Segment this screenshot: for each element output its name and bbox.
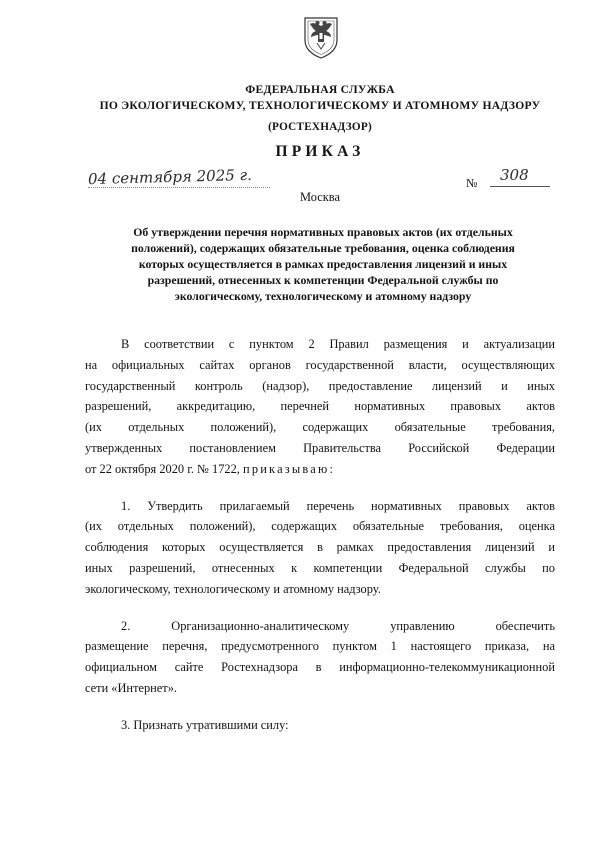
text-line: (их отдельных положений), содержащих обязательные требования, bbox=[85, 420, 555, 435]
text-line: 1. Утвердить прилагаемый перечень нормативных правовых актов bbox=[121, 498, 555, 513]
subject-line: Об утверждении перечня нормативных правовых актов (их отдельных bbox=[133, 225, 513, 239]
text-line: экологическому, технологическому и атомному надзору. bbox=[85, 581, 381, 596]
handwritten-date: 04 сентября 2025 г. bbox=[87, 165, 253, 189]
text-line: 3. Признать утратившими силу: bbox=[121, 717, 289, 732]
handwritten-number: 308 bbox=[500, 166, 529, 184]
preamble-paragraph bbox=[85, 334, 555, 480]
text-line: разрешений, аккредитацию, перечней нормативных правовых актов bbox=[85, 399, 555, 414]
preamble-last-line-prefix: от 22 октября 2020 г. № 1722, bbox=[85, 461, 240, 476]
item-2-paragraph bbox=[85, 616, 555, 699]
agency-name-line2: ПО ЭКОЛОГИЧЕСКОМУ, ТЕХНОЛОГИЧЕСКОМУ И АТОМНОМУ НАДЗОРУ bbox=[99, 99, 541, 112]
subject-line: которых осуществляется в рамках предоставления лицензий и иных bbox=[138, 257, 508, 271]
text-line: иных разрешений, отнесенных к компетенции Федеральной службы по bbox=[85, 560, 555, 575]
text-line: утвержденных постановлением Правительства Российской Федерации bbox=[85, 440, 555, 455]
text-line: В соответствии с пунктом 2 Правил размещения и актуализации bbox=[121, 337, 555, 351]
text-line: государственный контроль (надзор), предоставление лицензий и иных bbox=[85, 378, 555, 393]
date-underline bbox=[88, 187, 270, 188]
subject-line: положений), содержащих обязательные требования, оценка соблюдения bbox=[131, 241, 515, 255]
text-line: (их отдельных положений), содержащих обязательные требования, оценка bbox=[85, 519, 555, 534]
agency-abbreviation: (РОСТЕХНАДЗОР) bbox=[268, 121, 372, 133]
coat-of-arms-emblem-icon bbox=[302, 12, 340, 60]
subject-line: экологическому, технологическому и атомному надзору bbox=[174, 289, 472, 303]
city-name: Москва bbox=[300, 190, 340, 204]
order-subject bbox=[88, 224, 558, 304]
order-verb: приказываю: bbox=[243, 461, 336, 476]
text-line: 2. Организационно-аналитическому управлению обеспечить bbox=[121, 618, 555, 633]
item-3-paragraph bbox=[85, 715, 555, 736]
text-line: сети «Интернет». bbox=[85, 680, 178, 695]
agency-name-line1: ФЕДЕРАЛЬНАЯ СЛУЖБА bbox=[245, 83, 395, 96]
number-underline bbox=[490, 186, 550, 187]
text-line: официальном сайте Ростехнадзора в информационно-телекоммуникационной bbox=[85, 660, 555, 675]
document-type-title: ПРИКАЗ bbox=[275, 143, 365, 160]
item-1-paragraph bbox=[85, 496, 555, 600]
text-line: размещение перечня, предусмотренного пунктом 1 настоящего приказа, на bbox=[85, 639, 555, 654]
text-line: соблюдения которых осуществляется в рамках предоставления лицензий и bbox=[85, 540, 555, 555]
order-body bbox=[85, 334, 555, 752]
text-line: на официальных сайтах органов государственной власти, осуществляющих bbox=[85, 357, 555, 372]
number-label: № bbox=[466, 176, 478, 190]
subject-line: разрешений, отнесенных к компетенции Федеральной службы по bbox=[147, 273, 499, 287]
text-line bbox=[85, 459, 555, 480]
